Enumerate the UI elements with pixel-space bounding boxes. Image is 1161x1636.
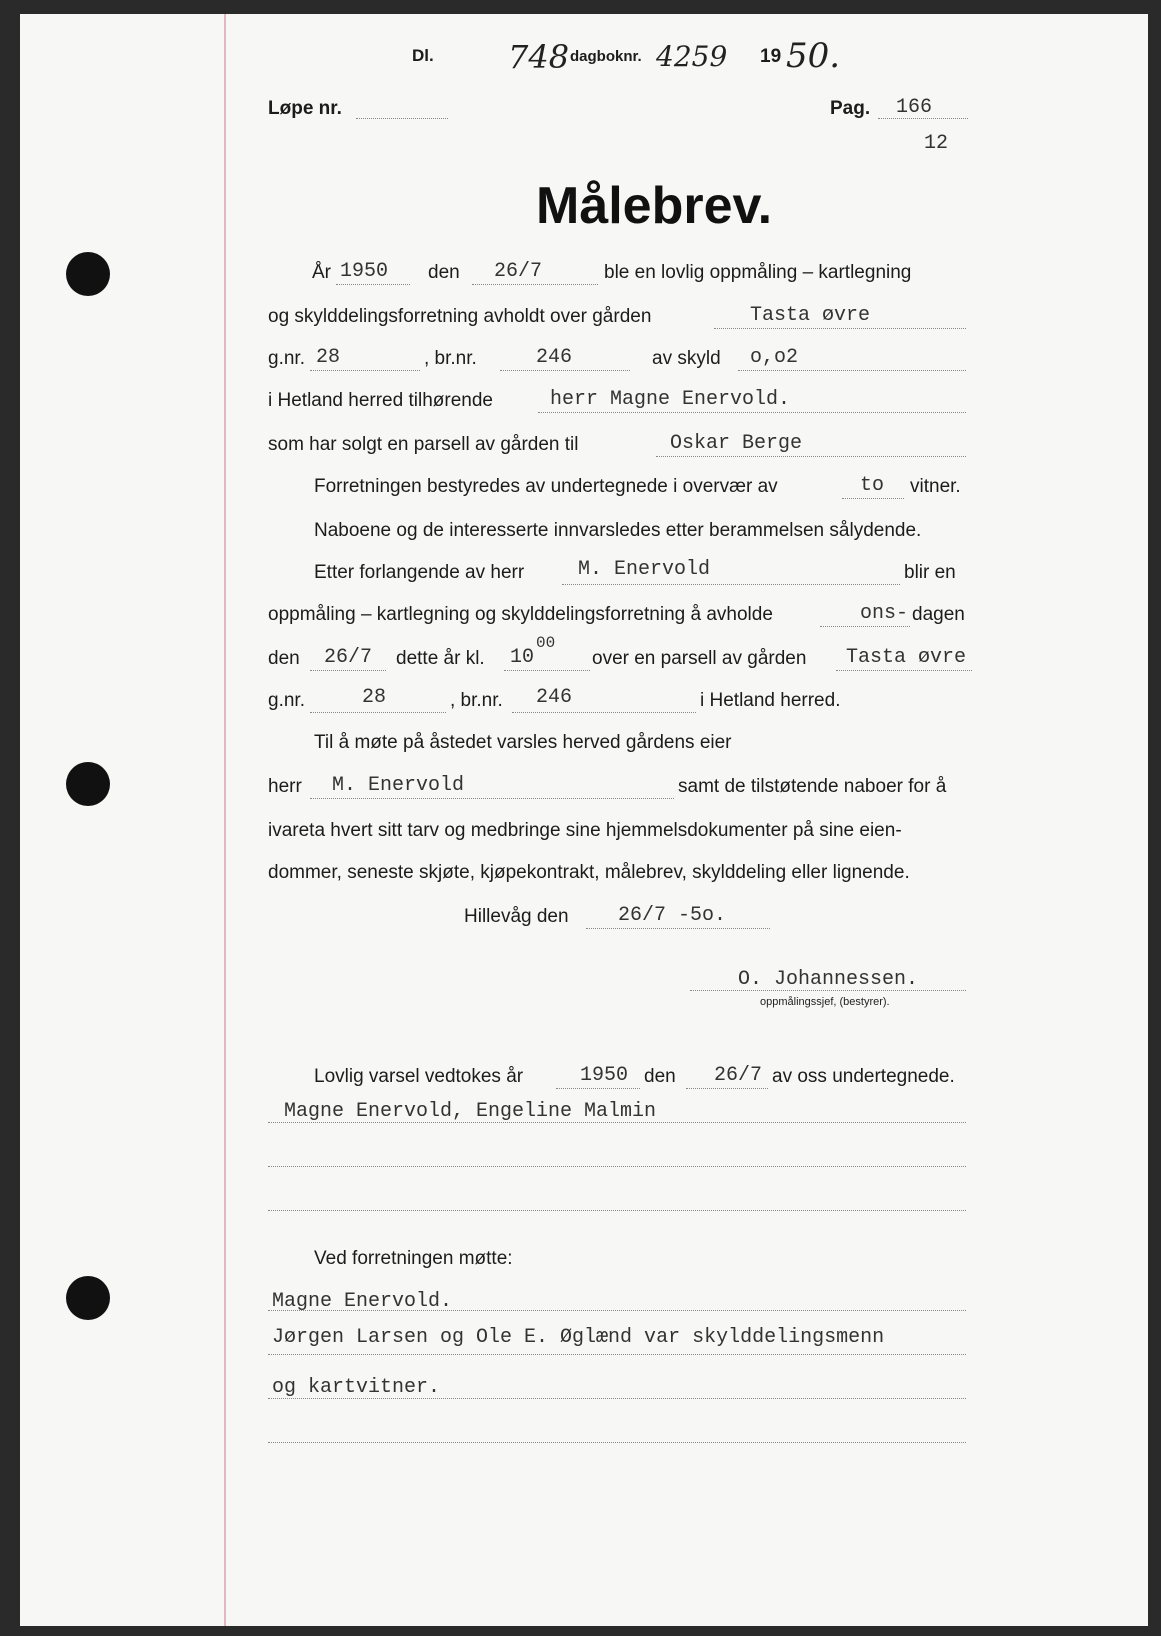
header-prefix: Dl. [412, 46, 434, 65]
p2-line2: Naboene og de interesserte innvarsledes etter berammelsen sålydende. [314, 520, 922, 541]
p3-time-minute: 00 [536, 634, 556, 652]
margin-line [224, 14, 226, 1626]
motte-line-1: Magne Enervold. [272, 1290, 453, 1313]
p2-witnesses: to [860, 474, 885, 497]
motte-label: Ved forretningen møtte: [314, 1248, 513, 1269]
motte-line-3: og kartvitner. [272, 1376, 441, 1399]
header-dagbok-number: 4259 [656, 40, 728, 73]
p2-line1-b: vitner. [910, 476, 961, 497]
fill-line [268, 1122, 966, 1123]
p3-den-label: den [268, 648, 300, 669]
p4-line1: Til å møte på åstedet varsles herved gårdens eier [314, 732, 732, 753]
p4-owner: M. Enervold [332, 774, 465, 797]
fill-line [268, 1442, 966, 1443]
p3-date: 26/7 [324, 646, 373, 669]
document-page [20, 14, 1148, 1626]
p4-line3: ivareta hvert sitt tarv og medbringe sine hjemmelsdokumenter på sine eien- [268, 820, 902, 841]
p1-brnr: 246 [536, 346, 573, 369]
p3-line3-b: over en parsell av gården [592, 648, 807, 669]
p3-gnr-label: g.nr. [268, 690, 305, 711]
p1-gnr: 28 [316, 346, 341, 369]
p1-farm: Tasta øvre [750, 304, 871, 327]
p1-owner: herr Magne Enervold. [550, 388, 791, 411]
p3-requester: M. Enervold [578, 558, 711, 581]
p1-skyld-label: av skyld [652, 348, 721, 369]
varsel-year: 1950 [580, 1064, 629, 1087]
varsel-label-b: av oss undertegnede. [772, 1066, 955, 1087]
p3-weekday: ons- [860, 602, 909, 625]
fill-line [738, 370, 966, 371]
fill-line [268, 1310, 966, 1311]
fill-line [336, 284, 410, 285]
fill-line [310, 370, 420, 371]
fill-line [556, 1088, 640, 1089]
p1-ar-label: År [312, 262, 331, 283]
fill-line [512, 712, 696, 713]
p1-line1-rest: ble en lovlig oppmåling – kartlegning [604, 262, 912, 283]
p4-line4: dommer, seneste skjøte, kjøpekontrakt, målebrev, skylddeling eller lignende. [268, 862, 910, 883]
p3-brnr-label: , br.nr. [450, 690, 503, 711]
signature-line [690, 990, 966, 991]
p3-farm: Tasta øvre [846, 646, 967, 669]
header-dagbok-label: dagboknr. [570, 48, 642, 65]
varsel-label-a: Lovlig varsel vedtokes år [314, 1066, 524, 1087]
fill-line [562, 584, 900, 585]
punch-hole [66, 1276, 110, 1320]
p1-den-label: den [428, 262, 460, 283]
p1-solgt-label: som har solgt en parsell av gården til [268, 434, 579, 455]
varsel-date: 26/7 [714, 1064, 763, 1087]
document-title: Målebrev. [536, 177, 773, 235]
fill-line [310, 670, 386, 671]
header-year-hand: 50. [786, 36, 841, 76]
p3-brnr: 246 [536, 686, 573, 709]
punch-hole [66, 762, 110, 806]
p3-time-hour: 10 [510, 646, 535, 669]
p3-gnr: 28 [362, 686, 387, 709]
varsel-den-label: den [644, 1066, 676, 1087]
p1-brnr-label: , br.nr. [424, 348, 477, 369]
pag-sub: 12 [924, 132, 949, 155]
pag-value: 166 [896, 96, 933, 119]
varsel-names: Magne Enervold, Engeline Malmin [284, 1100, 657, 1123]
p1-gnr-label: g.nr. [268, 348, 305, 369]
fill-line [268, 1354, 966, 1355]
p3-line1-a: Etter forlangende av herr [314, 562, 525, 583]
p4-herr-label: herr [268, 776, 302, 797]
place-date: 26/7 -5o. [618, 904, 727, 927]
p3-line1-b: blir en [904, 562, 956, 583]
p3-kl-label: dette år kl. [396, 648, 485, 669]
lopenr-label: Løpe nr. [268, 98, 342, 119]
fill-line [472, 284, 598, 285]
p3-line2-b: dagen [912, 604, 965, 625]
pag-label: Pag. [830, 98, 871, 119]
p1-line2: og skylddelingsforretning avholdt over gården [268, 306, 652, 327]
fill-line [586, 928, 770, 929]
fill-line [656, 456, 966, 457]
fill-line [268, 1210, 966, 1211]
fill-line [538, 412, 966, 413]
fill-line [504, 670, 590, 671]
fill-line [842, 498, 904, 499]
fill-line [500, 370, 630, 371]
p3-herred: i Hetland herred. [700, 690, 841, 711]
p3-line2-a: oppmåling – kartlegning og skylddelingsforretning å avholde [268, 604, 773, 625]
header-year-print: 19 [760, 46, 782, 67]
fill-line [820, 626, 910, 627]
p2-line1-a: Forretningen bestyredes av undertegnede i overvær av [314, 476, 778, 497]
p1-skyld: o,o2 [750, 346, 799, 369]
p1-date: 26/7 [494, 260, 543, 283]
fill-line [686, 1088, 768, 1089]
fill-line [836, 670, 972, 671]
fill-line [714, 328, 966, 329]
fill-line [268, 1398, 966, 1399]
p4-line2-b: samt de tilstøtende naboer for å [678, 776, 947, 797]
punch-hole [66, 252, 110, 296]
header-number: 748 [508, 38, 570, 76]
lopenr-line [356, 118, 448, 119]
motte-line-2: Jørgen Larsen og Ole E. Øglænd var skylddelingsmenn [272, 1326, 885, 1349]
signature-role: oppmålingssjef, (bestyrer). [760, 996, 890, 1008]
p1-year: 1950 [340, 260, 389, 283]
p1-buyer: Oskar Berge [670, 432, 803, 455]
pag-line [878, 118, 968, 119]
fill-line [310, 798, 674, 799]
place-label: Hillevåg den [464, 906, 569, 927]
p1-herred-label: i Hetland herred tilhørende [268, 390, 493, 411]
fill-line [310, 712, 446, 713]
signature-name: O. Johannessen. [738, 968, 919, 991]
fill-line [268, 1166, 966, 1167]
